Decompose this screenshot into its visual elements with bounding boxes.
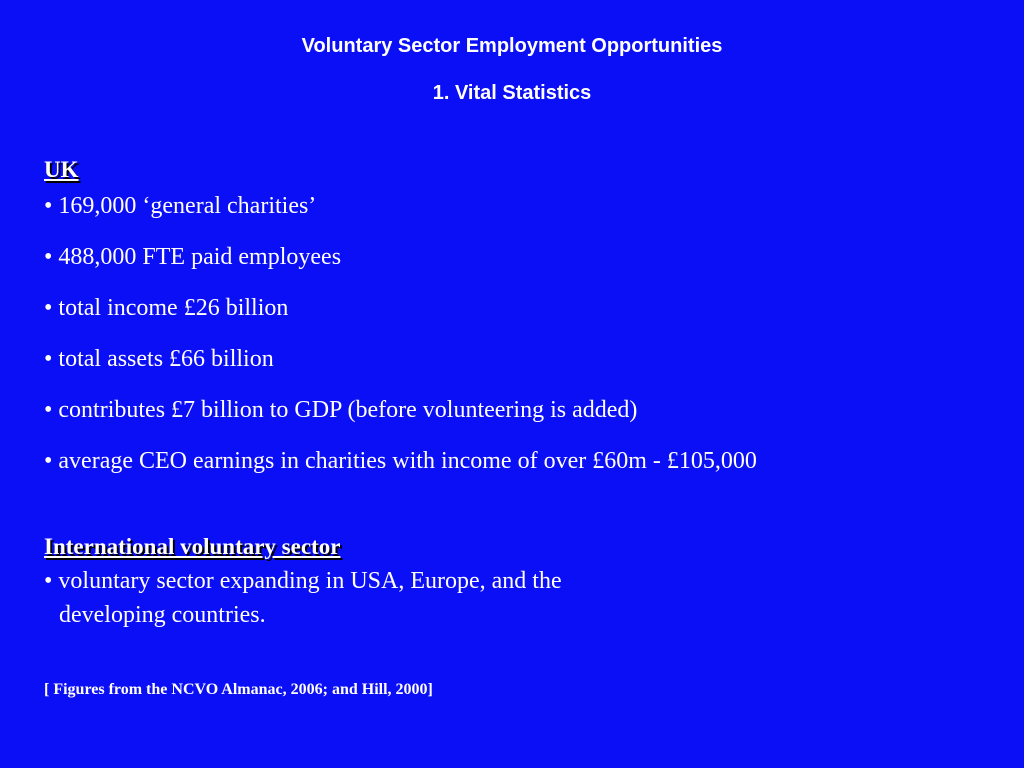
international-bullet-text: voluntary sector expanding in USA, Europe, and the — [58, 568, 562, 594]
bullet-marker: • — [44, 346, 53, 372]
international-heading: International voluntary sector — [44, 534, 341, 559]
uk-bullet-text: total assets £66 billion — [58, 346, 274, 372]
uk-bullet-item — [44, 346, 274, 373]
bullet-marker: • — [44, 193, 53, 219]
slide-title: Voluntary Sector Employment Opportunities — [301, 35, 723, 57]
uk-bullet-item — [44, 193, 316, 220]
source-footnote: [ Figures from the NCVO Almanac, 2006; and Hill, 2000] — [44, 681, 433, 698]
bullet-marker: • — [44, 244, 53, 270]
uk-bullet-text: 488,000 FTE paid employees — [58, 244, 342, 270]
bullet-marker: • — [44, 295, 53, 321]
bullet-marker: • — [44, 568, 53, 594]
uk-heading: UK — [44, 157, 79, 182]
uk-bullet-text: 169,000 ‘general charities’ — [58, 193, 317, 219]
uk-bullet-text: contributes £7 billion to GDP (before volunteering is added) — [58, 397, 638, 423]
uk-bullet-item — [44, 295, 288, 322]
bullet-marker: • — [44, 448, 53, 474]
bullet-marker: • — [44, 397, 53, 423]
uk-bullet-text: total income £26 billion — [58, 295, 289, 321]
uk-bullet-item — [44, 244, 341, 271]
international-bullet-continuation: developing countries. — [59, 602, 266, 628]
uk-bullet-item — [44, 397, 637, 424]
uk-bullet-text: average CEO earnings in charities with income of over £60m - £105,000 — [58, 448, 757, 474]
slide-subtitle: 1. Vital Statistics — [432, 82, 592, 104]
international-bullet-item — [44, 568, 562, 595]
uk-bullet-item — [44, 448, 757, 475]
